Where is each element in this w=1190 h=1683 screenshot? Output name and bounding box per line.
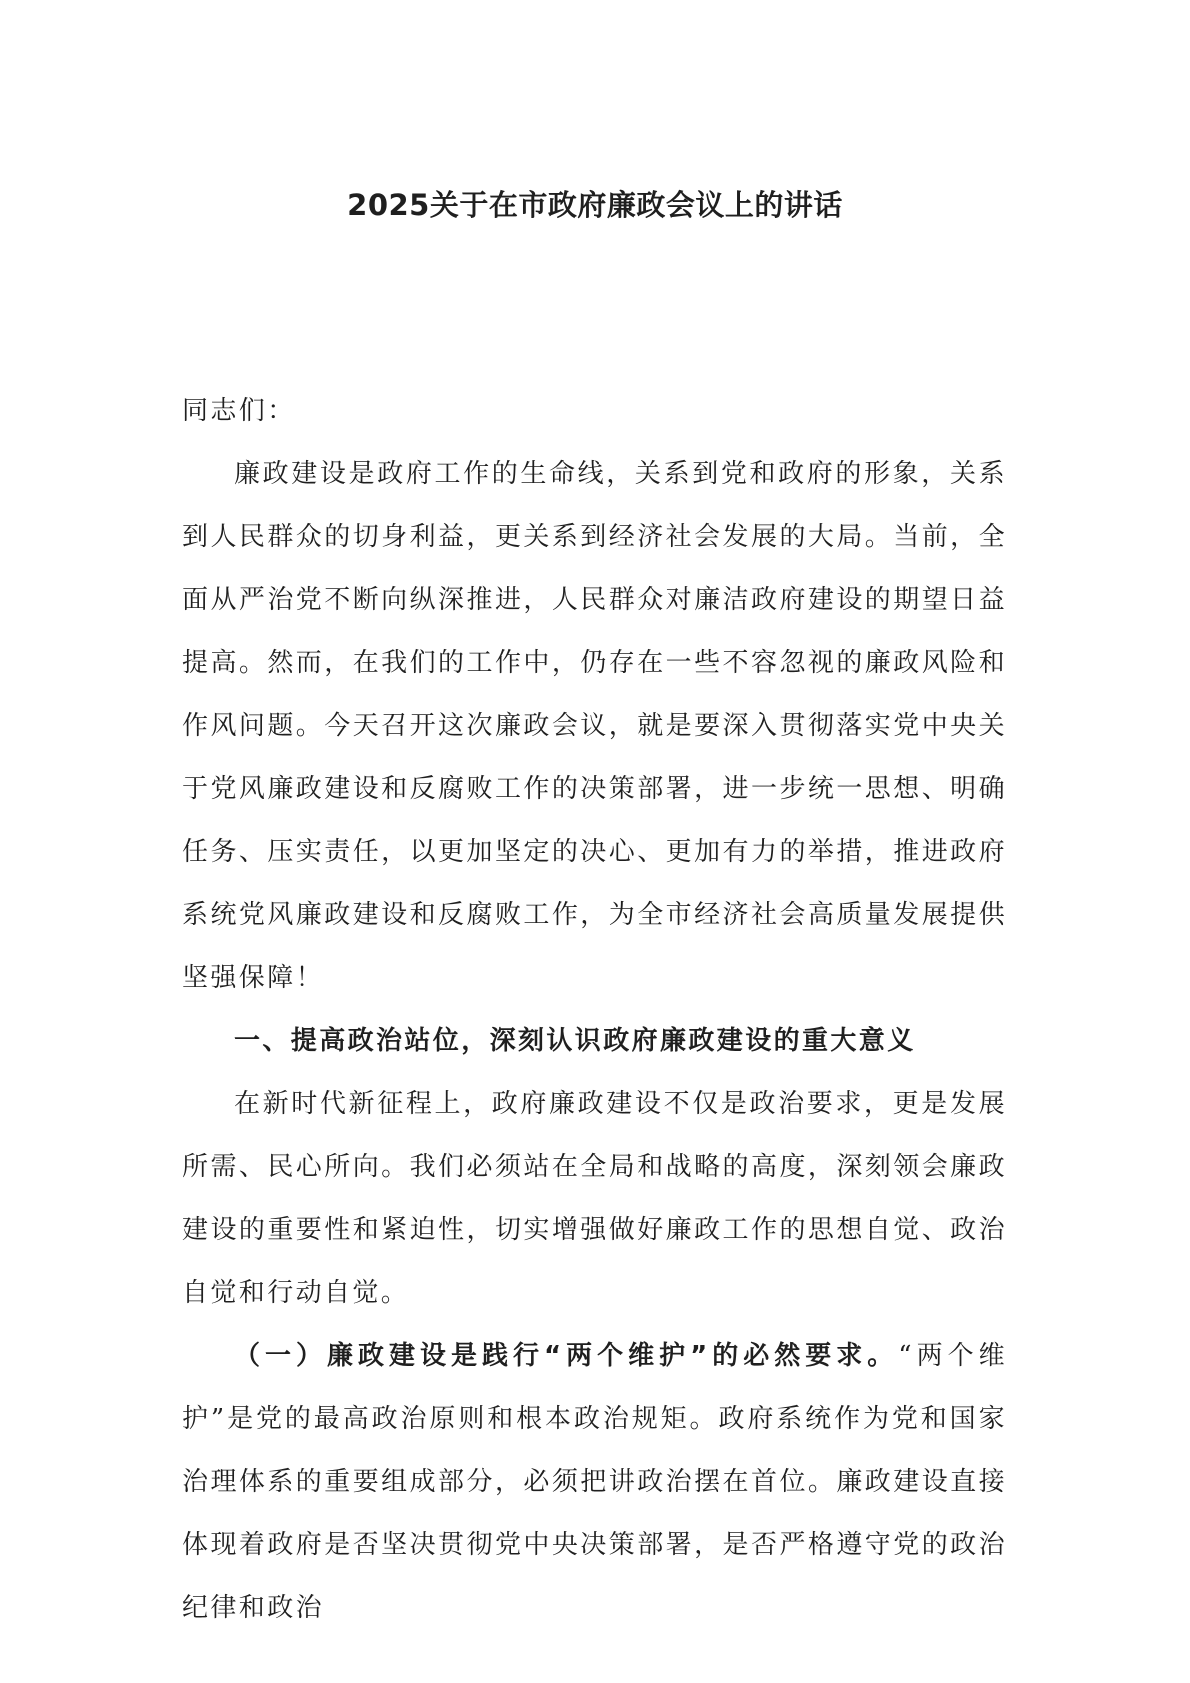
paragraph-intro: 廉政建设是政府工作的生命线，关系到党和政府的形象，关系到人民群众的切身利益，更关系到经济社会发展的大局。当前，全面从严治党不断向纵深推进，人民群众对廉洁政府建设的期望日益提高。然而，在我们的工作中，仍存在一些不容忽视的廉政风险和作风问题。今天召开这次廉政会议，就是要深入贯彻落实党中央关于党风廉政建设和反腐败工作的决策部署，进一步统一思想、明确任务、压实责任，以更加坚定的决心、更加有力的举措，推进政府系统党风廉政建设和反腐败工作，为全市经济社会高质量发展提供坚强保障！ — [182, 459, 1007, 993]
section-1-intro: 在新时代新征程上，政府廉政建设不仅是政治要求，更是发展所需、民心所向。我们必须站在全局和战略的高度，深刻领会廉政建设的重要性和紧迫性，切实增强做好廉政工作的思想自觉、政治自觉和行动自觉。 — [182, 1089, 1007, 1308]
greeting: 同志们： — [182, 396, 296, 426]
subsection-1-text: “两个维护”是党的最高政治原则和根本政治规矩。政府系统作为党和国家治理体系的重要组成部分，必须把讲政治摆在首位。廉政建设直接体现着政府是否坚决贯彻党中央决策部署，是否严格遵守党的政治纪律和政治 — [182, 1341, 1007, 1623]
document-title: 2025关于在市政府廉政会议上的讲话 — [347, 188, 843, 222]
document-body — [182, 380, 1007, 1640]
subsection-1-paragraph — [182, 1325, 1007, 1640]
subsection-1-heading: （一）廉政建设是践行“两个维护”的必然要求。 — [234, 1341, 899, 1371]
section-heading-1: 一、提高政治站位，深刻认识政府廉政建设的重大意义 — [234, 1026, 916, 1056]
